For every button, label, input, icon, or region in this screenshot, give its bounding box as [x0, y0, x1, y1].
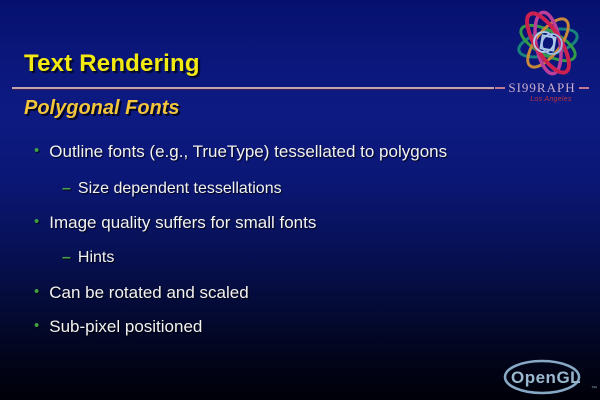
bullet-text: Image quality suffers for small fonts: [49, 213, 317, 232]
left-dash-icon: [495, 87, 505, 89]
bullet-text: Hints: [77, 249, 115, 266]
bullet-text: Size dependent tessellations: [77, 180, 282, 197]
right-dash-icon: [579, 87, 589, 89]
list-item: [62, 179, 282, 198]
bullet-icon: •: [34, 283, 40, 300]
bullet-icon: •: [34, 213, 40, 230]
list-item: [34, 142, 447, 162]
bullet-icon: •: [34, 142, 40, 159]
bullet-text: Can be rotated and scaled: [49, 283, 249, 302]
slide-subtitle: Polygonal Fonts: [24, 97, 180, 119]
siggraph-rosette-icon: [503, 3, 593, 81]
bullet-icon: •: [34, 317, 40, 334]
opengl-logo: [498, 354, 600, 399]
bullet-text: Sub-pixel positioned: [49, 317, 203, 336]
bullet-text: Outline fonts (e.g., TrueType) tessellated to polygons: [49, 142, 448, 161]
list-item: [34, 283, 249, 303]
list-item: [34, 317, 202, 337]
opengl-label-text: OpenGL: [511, 368, 582, 387]
dash-icon: –: [62, 180, 71, 197]
siggraph-label: SI99RAPH: [508, 80, 576, 95]
dash-icon: –: [62, 249, 71, 266]
siggraph-city-label: Los Angeles: [530, 96, 572, 103]
list-item: [34, 213, 316, 233]
opengl-tm-text: ™: [591, 386, 597, 392]
slide-title: Text Rendering: [24, 50, 200, 77]
siggraph-wordmark: [484, 80, 600, 96]
list-item: [62, 248, 114, 267]
